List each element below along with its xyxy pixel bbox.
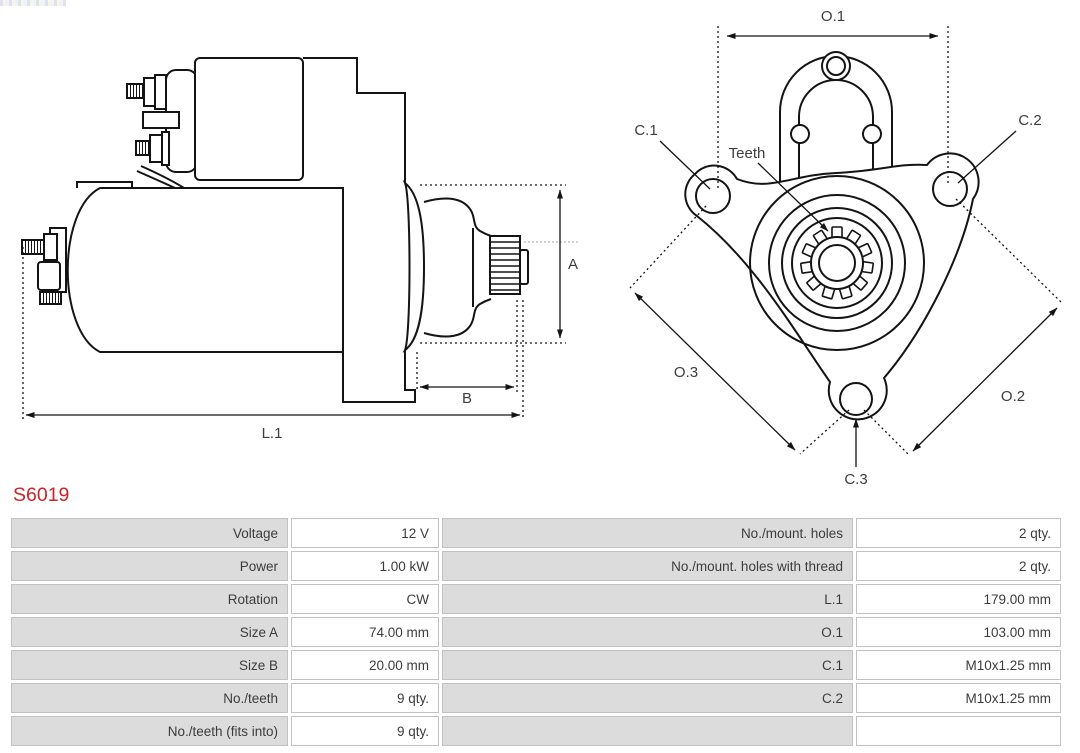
arch-inner <box>799 80 873 182</box>
dim-c1-label: C.1 <box>634 122 658 139</box>
arch-top-hole <box>827 57 845 75</box>
terminal-plate-upper <box>155 75 166 109</box>
dim-o2-label: O.2 <box>1000 388 1026 405</box>
spec-value-cell: 1.00 kW <box>291 551 439 581</box>
spec-value-cell: 12 V <box>291 518 439 548</box>
dim-c2-leader <box>958 131 1016 183</box>
solenoid-body <box>195 58 303 180</box>
spec-value-cell: 9 qty. <box>291 716 439 746</box>
side-view <box>22 58 528 402</box>
drive-bell-bottom <box>424 299 491 337</box>
dim-c1-leader <box>660 141 710 189</box>
part-number: S6019 <box>13 484 70 506</box>
spec-label-cell: C.1 <box>442 650 853 680</box>
spec-row <box>11 716 1061 746</box>
spec-value-cell: CW <box>291 584 439 614</box>
spec-label-cell: No./mount. holes <box>442 518 853 548</box>
stud-nut-upper <box>44 234 57 260</box>
spec-label-cell: Size A <box>11 617 288 647</box>
threaded-stud-upper <box>22 240 46 254</box>
drive-bell-top <box>424 198 491 236</box>
spec-row <box>11 650 1061 680</box>
pinion-gear <box>490 236 520 294</box>
spec-value-cell: 103.00 mm <box>856 617 1061 647</box>
dim-c2-label: C.2 <box>1018 112 1042 129</box>
dim-b-label: B <box>461 390 473 407</box>
spec-value-cell: 20.00 mm <box>291 650 439 680</box>
spec-row <box>11 551 1061 581</box>
spec-value-cell: M10x1.25 mm <box>856 683 1061 713</box>
spec-row <box>11 518 1061 548</box>
spec-label-cell <box>442 716 853 746</box>
mount-hole-c3 <box>840 383 872 415</box>
spec-value-cell: 179.00 mm <box>856 584 1061 614</box>
threaded-stud-lower <box>40 292 61 304</box>
dim-o3-line <box>635 293 795 450</box>
spec-value-cell: 9 qty. <box>291 683 439 713</box>
terminal-nut-lower <box>150 135 162 162</box>
spec-value-cell <box>856 716 1061 746</box>
bracket-foot <box>343 350 415 402</box>
spec-value-cell: 74.00 mm <box>291 617 439 647</box>
teeth-label: Teeth <box>728 145 766 162</box>
dim-a-label: A <box>567 256 579 273</box>
terminal-stud-upper <box>127 84 144 98</box>
mount-hole-c2 <box>933 172 967 206</box>
spec-value-cell: 2 qty. <box>856 518 1061 548</box>
spec-label-cell: Size B <box>11 650 288 680</box>
shaft-bore <box>819 245 855 281</box>
terminal-plate-lower <box>162 132 169 165</box>
dim-o1-label: O.1 <box>820 8 846 25</box>
spec-label-cell: O.1 <box>442 617 853 647</box>
arch-hole-right <box>863 125 881 143</box>
spec-label-cell: No./mount. holes with thread <box>442 551 853 581</box>
front-view <box>685 52 978 419</box>
spec-label-cell: No./teeth (fits into) <box>11 716 288 746</box>
dim-o3-label: O.3 <box>673 364 699 381</box>
spec-table <box>8 515 1064 749</box>
spec-value-cell: 2 qty. <box>856 551 1061 581</box>
spec-row <box>11 584 1061 614</box>
spec-value-cell: M10x1.25 mm <box>856 650 1061 680</box>
dim-l1-label: L.1 <box>261 425 283 442</box>
terminal-tab <box>143 112 179 128</box>
spec-label-cell: Voltage <box>11 518 288 548</box>
spec-label-cell: No./teeth <box>11 683 288 713</box>
bracket-top <box>303 58 405 183</box>
spec-label-cell: C.2 <box>442 683 853 713</box>
mount-flange-lens <box>405 183 424 350</box>
arch-hole-left <box>791 125 809 143</box>
spec-label-cell: Rotation <box>11 584 288 614</box>
spec-row <box>11 683 1061 713</box>
shaft-end-cap <box>520 250 528 284</box>
motor-body <box>68 188 343 352</box>
spec-label-cell: L.1 <box>442 584 853 614</box>
dim-c3-label: C.3 <box>844 471 868 488</box>
terminal-stud-lower <box>136 141 150 155</box>
spec-row <box>11 617 1061 647</box>
left-block <box>38 262 60 290</box>
terminal-nut-upper <box>144 78 155 106</box>
dim-o2-line <box>913 308 1057 451</box>
spec-label-cell: Power <box>11 551 288 581</box>
mount-hole-c1 <box>696 179 730 213</box>
